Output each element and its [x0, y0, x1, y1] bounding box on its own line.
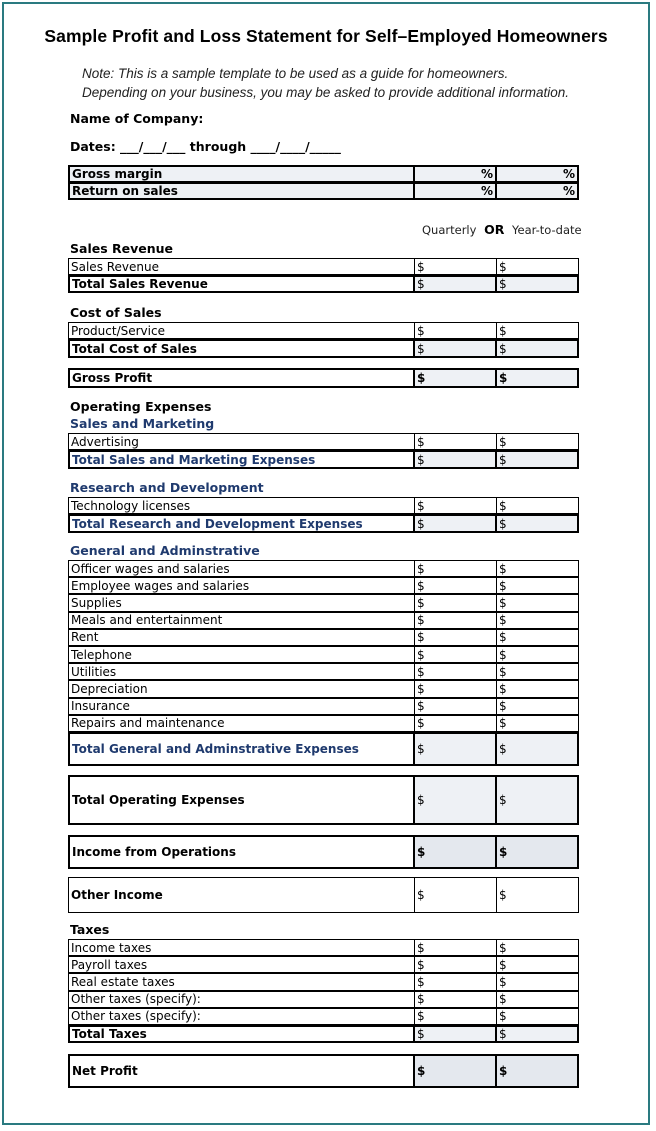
value-cell[interactable]: $ — [415, 991, 497, 1008]
table-row — [68, 939, 579, 956]
value-cell[interactable]: $ — [415, 339, 497, 358]
dates-line: Dates: ___/___/___ through ____/____/_____ — [70, 139, 341, 154]
value-cell[interactable]: $ — [497, 594, 579, 611]
value-cell[interactable]: $ — [497, 514, 579, 533]
row-label: Technology licenses — [68, 497, 415, 514]
value-cell[interactable]: $ — [415, 450, 497, 469]
table-row — [68, 433, 579, 450]
total-row — [68, 514, 579, 533]
table-row — [68, 715, 579, 732]
note-line-1: Note: This is a sample template to be used as a guide for homeowners. — [82, 66, 509, 81]
section-operating-expenses: Operating Expenses — [70, 399, 212, 414]
value-cell[interactable]: $ — [497, 1008, 579, 1025]
row-label: Return on sales — [68, 182, 415, 200]
table-row — [68, 612, 579, 629]
section-taxes: Taxes — [70, 922, 110, 937]
row-label: Other taxes (specify): — [68, 991, 415, 1008]
value-cell[interactable]: $ — [497, 835, 579, 869]
table-row — [68, 1008, 579, 1025]
total-row — [68, 450, 579, 469]
value-cell[interactable]: $ — [497, 939, 579, 956]
table-row — [68, 646, 579, 663]
row-label: Total Operating Expenses — [68, 775, 415, 825]
value-cell[interactable]: $ — [497, 1025, 579, 1043]
value-cell[interactable]: $ — [415, 612, 497, 629]
value-cell[interactable]: $ — [415, 663, 497, 680]
value-cell[interactable]: $ — [415, 514, 497, 533]
row-label: Utilities — [68, 663, 415, 680]
row-label: Gross margin — [68, 165, 415, 183]
value-cell[interactable]: $ — [415, 1054, 497, 1088]
period-ytd: Year-to-date — [512, 223, 582, 237]
value-cell[interactable]: $ — [415, 433, 497, 450]
value-cell[interactable]: $ — [497, 368, 579, 388]
net-profit-row — [68, 1054, 579, 1088]
row-label: Income from Operations — [68, 835, 415, 869]
value-cell[interactable]: $ — [415, 775, 497, 825]
value-cell[interactable]: % — [415, 165, 497, 183]
total-operating-expenses-row — [68, 775, 579, 825]
table-row — [68, 956, 579, 973]
row-label: Real estate taxes — [68, 973, 415, 990]
section-cost-of-sales: Cost of Sales — [70, 305, 162, 320]
value-cell[interactable]: $ — [415, 939, 497, 956]
section-general-admin: General and Adminstrative — [70, 543, 260, 558]
row-label: Total Research and Development Expenses — [68, 514, 415, 533]
row-label: Advertising — [68, 433, 415, 450]
value-cell[interactable]: $ — [415, 275, 497, 293]
row-label: Product/Service — [68, 322, 415, 339]
value-cell[interactable]: $ — [415, 956, 497, 973]
period-header — [422, 222, 582, 237]
row-label: Income taxes — [68, 939, 415, 956]
row-label: Other taxes (specify): — [68, 1008, 415, 1025]
other-income-row — [68, 877, 579, 913]
table-row — [68, 991, 579, 1008]
value-cell[interactable]: $ — [497, 577, 579, 594]
table-row — [68, 680, 579, 697]
gross-profit-row — [68, 368, 579, 388]
total-row — [68, 339, 579, 358]
value-cell[interactable]: $ — [497, 877, 579, 913]
value-cell[interactable]: $ — [497, 991, 579, 1008]
table-row — [68, 560, 579, 577]
value-cell[interactable]: $ — [497, 775, 579, 825]
row-label: Meals and entertainment — [68, 612, 415, 629]
value-cell[interactable]: $ — [415, 680, 497, 697]
value-cell[interactable]: $ — [497, 612, 579, 629]
table-row — [68, 497, 579, 514]
row-label: Repairs and maintenance — [68, 715, 415, 732]
value-cell[interactable]: $ — [415, 368, 497, 388]
value-cell[interactable]: $ — [415, 973, 497, 990]
value-cell[interactable]: % — [497, 165, 579, 183]
row-label: Total General and Adminstrative Expenses — [68, 732, 415, 766]
row-label: Other Income — [68, 877, 415, 913]
row-label: Sales Revenue — [68, 258, 415, 275]
row-label: Rent — [68, 629, 415, 646]
value-cell[interactable]: $ — [497, 663, 579, 680]
value-cell[interactable]: $ — [497, 258, 579, 275]
value-cell[interactable]: $ — [415, 629, 497, 646]
value-cell[interactable]: $ — [497, 497, 579, 514]
value-cell[interactable]: $ — [497, 715, 579, 732]
value-cell[interactable]: $ — [497, 629, 579, 646]
value-cell[interactable]: $ — [415, 1008, 497, 1025]
value-cell[interactable]: $ — [415, 577, 497, 594]
gross-margin-row — [68, 165, 579, 183]
section-sales-revenue: Sales Revenue — [70, 241, 173, 256]
row-label: Payroll taxes — [68, 956, 415, 973]
table-row — [68, 322, 579, 339]
value-cell[interactable]: $ — [415, 322, 497, 339]
row-label: Gross Profit — [68, 368, 415, 388]
value-cell[interactable]: $ — [415, 497, 497, 514]
value-cell[interactable]: $ — [415, 835, 497, 869]
value-cell[interactable]: $ — [497, 433, 579, 450]
row-label: Total Sales Revenue — [68, 275, 415, 293]
period-quarterly: Quarterly — [422, 223, 477, 237]
value-cell[interactable]: $ — [497, 322, 579, 339]
value-cell[interactable]: $ — [415, 258, 497, 275]
note-line-2: Depending on your business, you may be asked to provide additional information. — [82, 85, 570, 100]
return-on-sales-row — [68, 182, 579, 200]
section-research-development: Research and Development — [70, 480, 264, 495]
row-label: Total Cost of Sales — [68, 339, 415, 358]
value-cell[interactable]: $ — [497, 732, 579, 766]
value-cell[interactable]: $ — [415, 594, 497, 611]
total-row — [68, 275, 579, 293]
value-cell[interactable]: $ — [497, 973, 579, 990]
table-row — [68, 258, 579, 275]
value-cell[interactable]: $ — [497, 339, 579, 358]
period-or: OR — [484, 222, 505, 237]
value-cell[interactable]: $ — [497, 450, 579, 469]
row-label: Supplies — [68, 594, 415, 611]
value-cell[interactable]: $ — [497, 275, 579, 293]
total-row — [68, 1025, 579, 1043]
table-row — [68, 577, 579, 594]
row-label: Net Profit — [68, 1054, 415, 1088]
income-from-operations-row — [68, 835, 579, 869]
table-row — [68, 629, 579, 646]
section-sales-marketing: Sales and Marketing — [70, 416, 215, 431]
value-cell[interactable]: $ — [415, 646, 497, 663]
value-cell[interactable]: $ — [497, 1054, 579, 1088]
row-label: Total Taxes — [68, 1025, 415, 1043]
row-label: Insurance — [68, 698, 415, 715]
row-label: Total Sales and Marketing Expenses — [68, 450, 415, 469]
value-cell[interactable]: $ — [415, 877, 497, 913]
value-cell[interactable]: % — [497, 182, 579, 200]
row-label: Depreciation — [68, 680, 415, 697]
row-label: Officer wages and salaries — [68, 560, 415, 577]
value-cell[interactable]: $ — [497, 680, 579, 697]
table-row — [68, 663, 579, 680]
value-cell[interactable]: % — [415, 182, 497, 200]
table-row — [68, 973, 579, 990]
table-row — [68, 594, 579, 611]
value-cell[interactable]: $ — [497, 646, 579, 663]
value-cell[interactable]: $ — [415, 560, 497, 577]
total-row — [68, 732, 579, 766]
value-cell[interactable]: $ — [415, 1025, 497, 1043]
table-row — [68, 698, 579, 715]
value-cell[interactable]: $ — [497, 956, 579, 973]
row-label: Telephone — [68, 646, 415, 663]
value-cell[interactable]: $ — [497, 698, 579, 715]
value-cell[interactable]: $ — [415, 715, 497, 732]
value-cell[interactable]: $ — [415, 732, 497, 766]
company-name-label: Name of Company: — [70, 111, 204, 126]
value-cell[interactable]: $ — [415, 698, 497, 715]
row-label: Employee wages and salaries — [68, 577, 415, 594]
value-cell[interactable]: $ — [497, 560, 579, 577]
page-title: Sample Profit and Loss Statement for Self–Employed Homeowners — [44, 26, 608, 46]
